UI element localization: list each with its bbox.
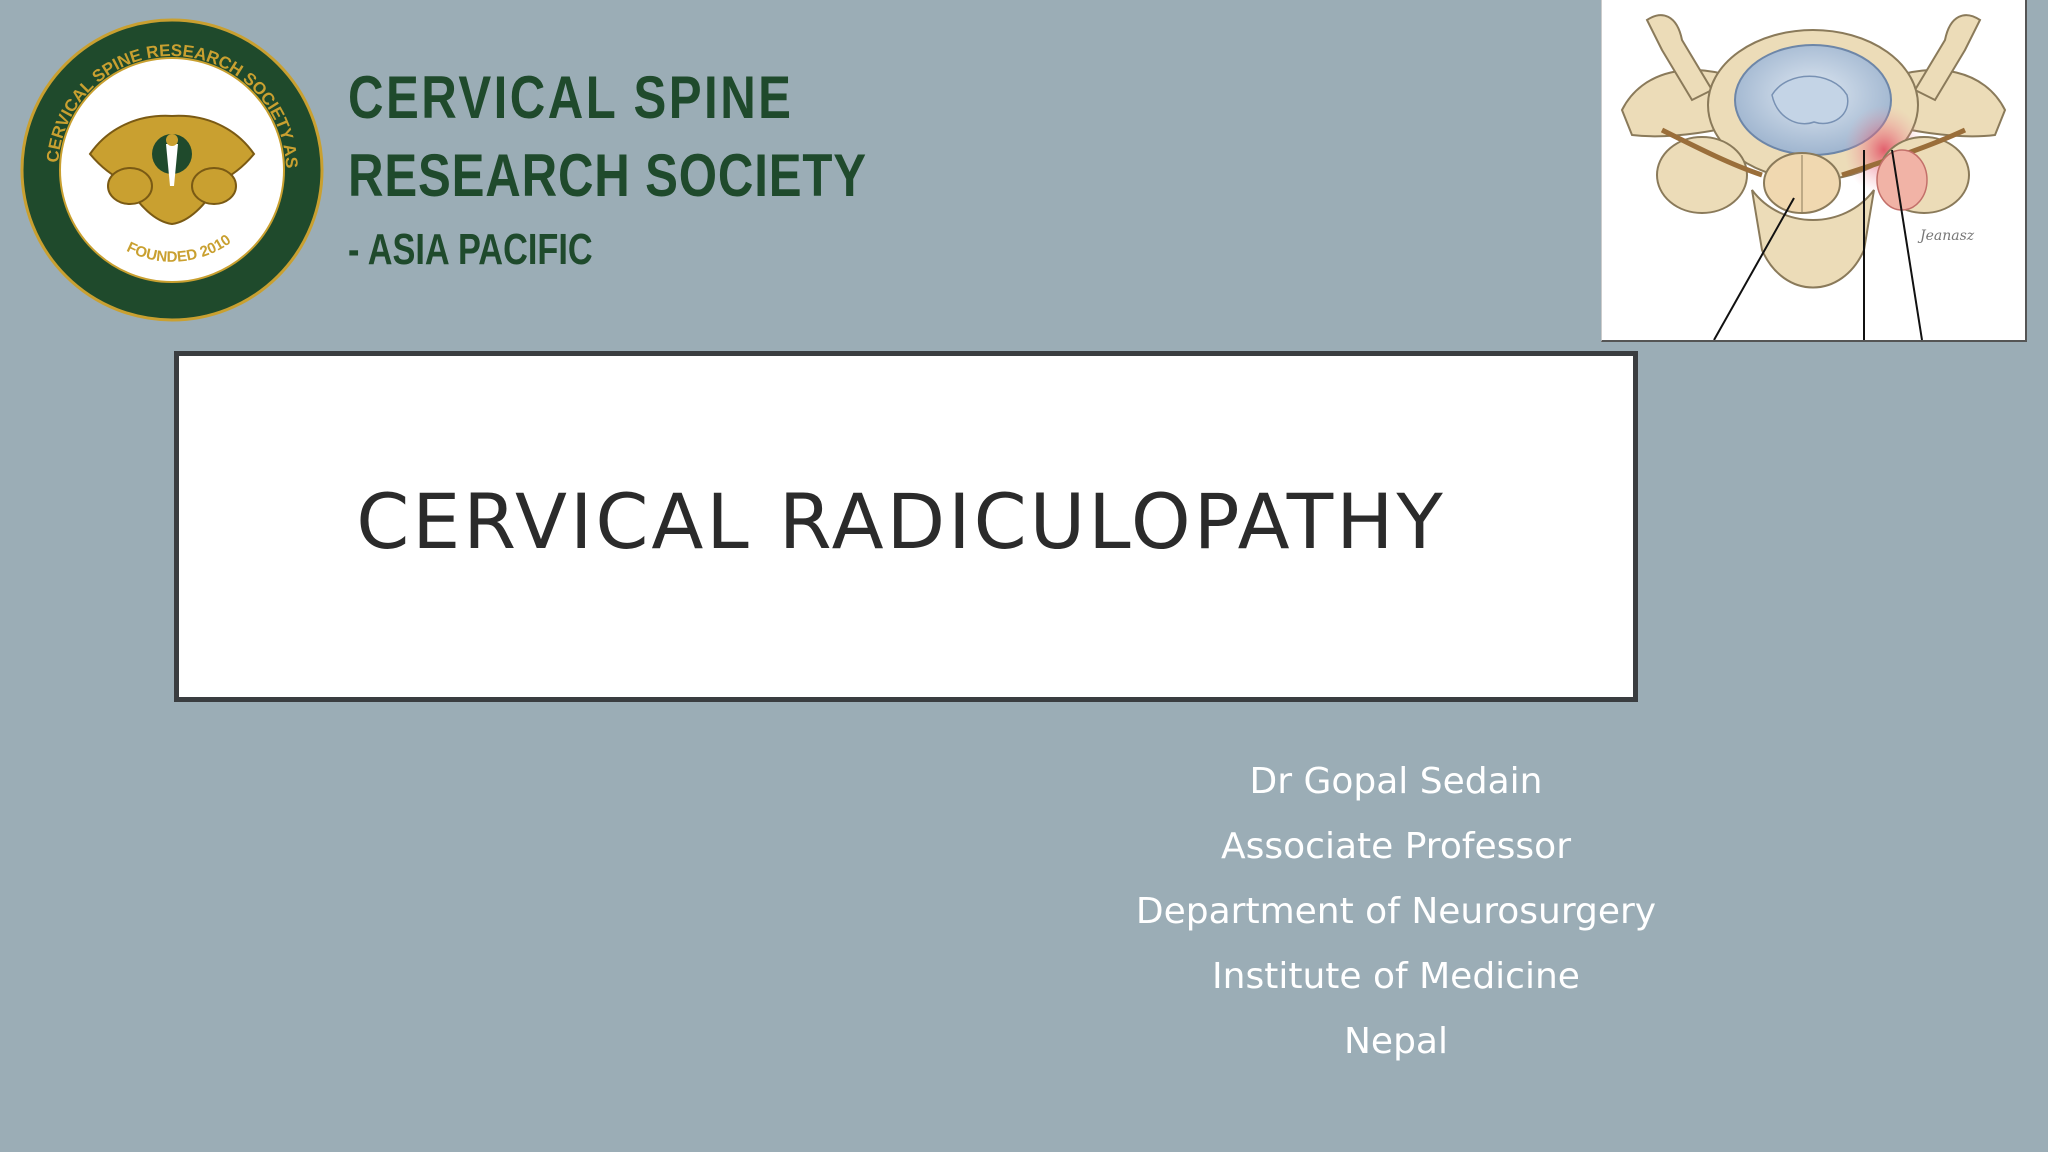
society-name-line2: RESEARCH SOCIETY <box>348 142 867 209</box>
vertebra-illustration <box>1601 0 2027 342</box>
svg-text:CERVICAL SPINE RESEARCH SOCIET: CERVICAL SPINE RESEARCH SOCIETY AS <box>43 40 302 169</box>
society-seal-logo <box>18 16 326 324</box>
illustration-signature: Jeanasz <box>1920 228 1975 244</box>
society-name-line1: CERVICAL SPINE <box>348 64 794 131</box>
author-position: Associate Professor <box>1221 826 1571 867</box>
title-box <box>174 351 1638 702</box>
author-department: Department of Neurosurgery <box>1135 891 1657 932</box>
slide-title: CERVICAL RADICULOPATHY <box>356 477 1446 566</box>
svg-text:FOUNDED 2010: FOUNDED 2010 <box>124 231 235 266</box>
society-name-line3: - ASIA PACIFIC <box>348 225 593 274</box>
author-name: Dr Gopal Sedain <box>1249 761 1543 802</box>
author-institute: Institute of Medicine <box>1212 956 1580 997</box>
author-block <box>1096 752 1696 1077</box>
author-country: Nepal <box>1344 1021 1448 1062</box>
society-wordmark <box>348 64 981 274</box>
